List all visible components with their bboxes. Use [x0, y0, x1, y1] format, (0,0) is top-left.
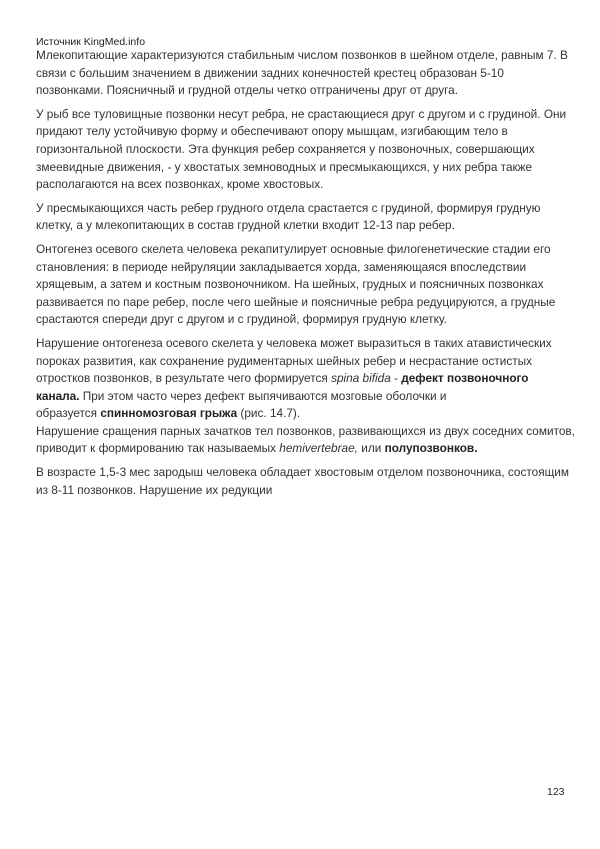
text-segment: Нарушение сращения парных зачатков тел позвонков, развивающихся из двух соседних сомитов,	[36, 423, 575, 438]
paragraph	[36, 335, 576, 423]
text-segment: из 8-11 позвонков. Нарушение их редукции	[36, 482, 273, 497]
text-segment: придают телу устойчивую форму и обеспечивают опору мышцам, изгибающим тело в	[36, 124, 508, 139]
paragraph	[36, 423, 576, 458]
paragraph	[36, 106, 576, 194]
bold-text: дефект позвоночного	[401, 371, 529, 386]
paragraph	[36, 47, 576, 100]
text-line	[36, 106, 576, 124]
text-line	[36, 217, 576, 235]
text-segment: В возрасте 1,5-3 мес зародыш человека обладает хвостовым отделом позвоночника, состоящим	[36, 465, 569, 480]
text-line	[36, 311, 576, 329]
bold-text: полупозвонков.	[384, 441, 478, 456]
text-segment: Млекопитающие характеризуются стабильным числом позвонков в шейном отделе, равным 7. В	[36, 48, 568, 62]
text-line	[36, 294, 576, 312]
text-segment: -	[390, 371, 402, 386]
text-line	[36, 200, 576, 218]
text-line	[36, 141, 576, 159]
text-segment: приводит к формированию так называемых	[36, 441, 280, 456]
bold-text: канала.	[36, 388, 80, 403]
text-segment: Нарушение онтогенеза осевого скелета у человека может выразиться в таких атавистических	[36, 335, 552, 350]
text-segment: Онтогенез осевого скелета человека рекапитулирует основные филогенетические стадии его	[36, 241, 551, 256]
text-segment: становления: в периоде нейруляции закладывается хорда, заменяющаяся впоследствии	[36, 259, 527, 274]
text-line	[36, 440, 576, 458]
text-segment: горизонтальной плоскости. Эта функция ребер сохраняется у позвоночных, совершающих	[36, 141, 535, 156]
text-segment: образуется	[36, 406, 101, 421]
source-label: Источник KingMed.info	[36, 36, 146, 48]
text-line	[36, 388, 576, 406]
text-line	[36, 335, 576, 353]
text-line	[36, 464, 576, 482]
document-body	[36, 47, 576, 505]
text-segment: При этом часто через дефект выпячиваются мозговые оболочки и	[79, 388, 447, 403]
text-segment: хрящевым, а затем и костным позвоночником. На шейных, грудных и поясничных позвонках	[36, 277, 544, 292]
text-line	[36, 65, 576, 83]
text-segment: У рыб все туловищные позвонки несут ребра, не срастающиеся друг с другом и с грудиной. Они	[36, 106, 567, 121]
paragraph	[36, 200, 576, 235]
italic-text: spina bifida	[331, 371, 391, 386]
text-segment: развивается по паре ребер, после чего шейные и поясничные ребра редуцируются, а грудные	[36, 294, 556, 309]
text-line	[36, 276, 576, 294]
text-segment: располагаются на всех позвонках, кроме хвостовых.	[36, 177, 324, 192]
paragraph	[36, 241, 576, 329]
text-line	[36, 423, 576, 441]
text-line	[36, 82, 576, 100]
text-line	[36, 405, 576, 423]
text-line	[36, 47, 576, 65]
text-segment: отростков позвонков, в результате чего формируется	[36, 371, 332, 386]
page-number: 123	[547, 786, 565, 798]
text-line	[36, 176, 576, 194]
text-segment: У пресмыкающихся часть ребер грудного отдела срастается с грудиной, формируя грудную	[36, 200, 541, 215]
text-line	[36, 259, 576, 277]
text-line	[36, 370, 576, 388]
text-segment: (рис. 14.7).	[237, 406, 301, 421]
text-segment: срастаются спереди друг с другом и с грудиной, формируя грудную клетку.	[36, 312, 447, 327]
bold-text: спинномозговая грыжа	[100, 406, 238, 421]
paragraph	[36, 464, 576, 499]
text-line	[36, 241, 576, 259]
text-segment: пороках развития, как сохранение рудиментарных шейных ребер и несрастание остистых	[36, 353, 533, 368]
text-segment: змеевидные движения, - у хвостатых земноводных и пресмыкающихся, у них ребра также	[36, 159, 533, 174]
text-line	[36, 159, 576, 177]
text-line	[36, 123, 576, 141]
text-line	[36, 482, 576, 500]
text-segment: связи с большим значением в движении задних конечностей крестец образован 5-10	[36, 65, 504, 80]
text-line	[36, 353, 576, 371]
text-segment: или	[357, 441, 385, 456]
italic-text: hemivertebrae,	[279, 441, 358, 456]
text-segment: позвонками. Поясничный и грудной отделы четко отграничены друг от друга.	[36, 83, 458, 98]
text-segment: клетку, а у млекопитающих в состав грудной клетки входит 12-13 пар ребер.	[36, 218, 455, 233]
